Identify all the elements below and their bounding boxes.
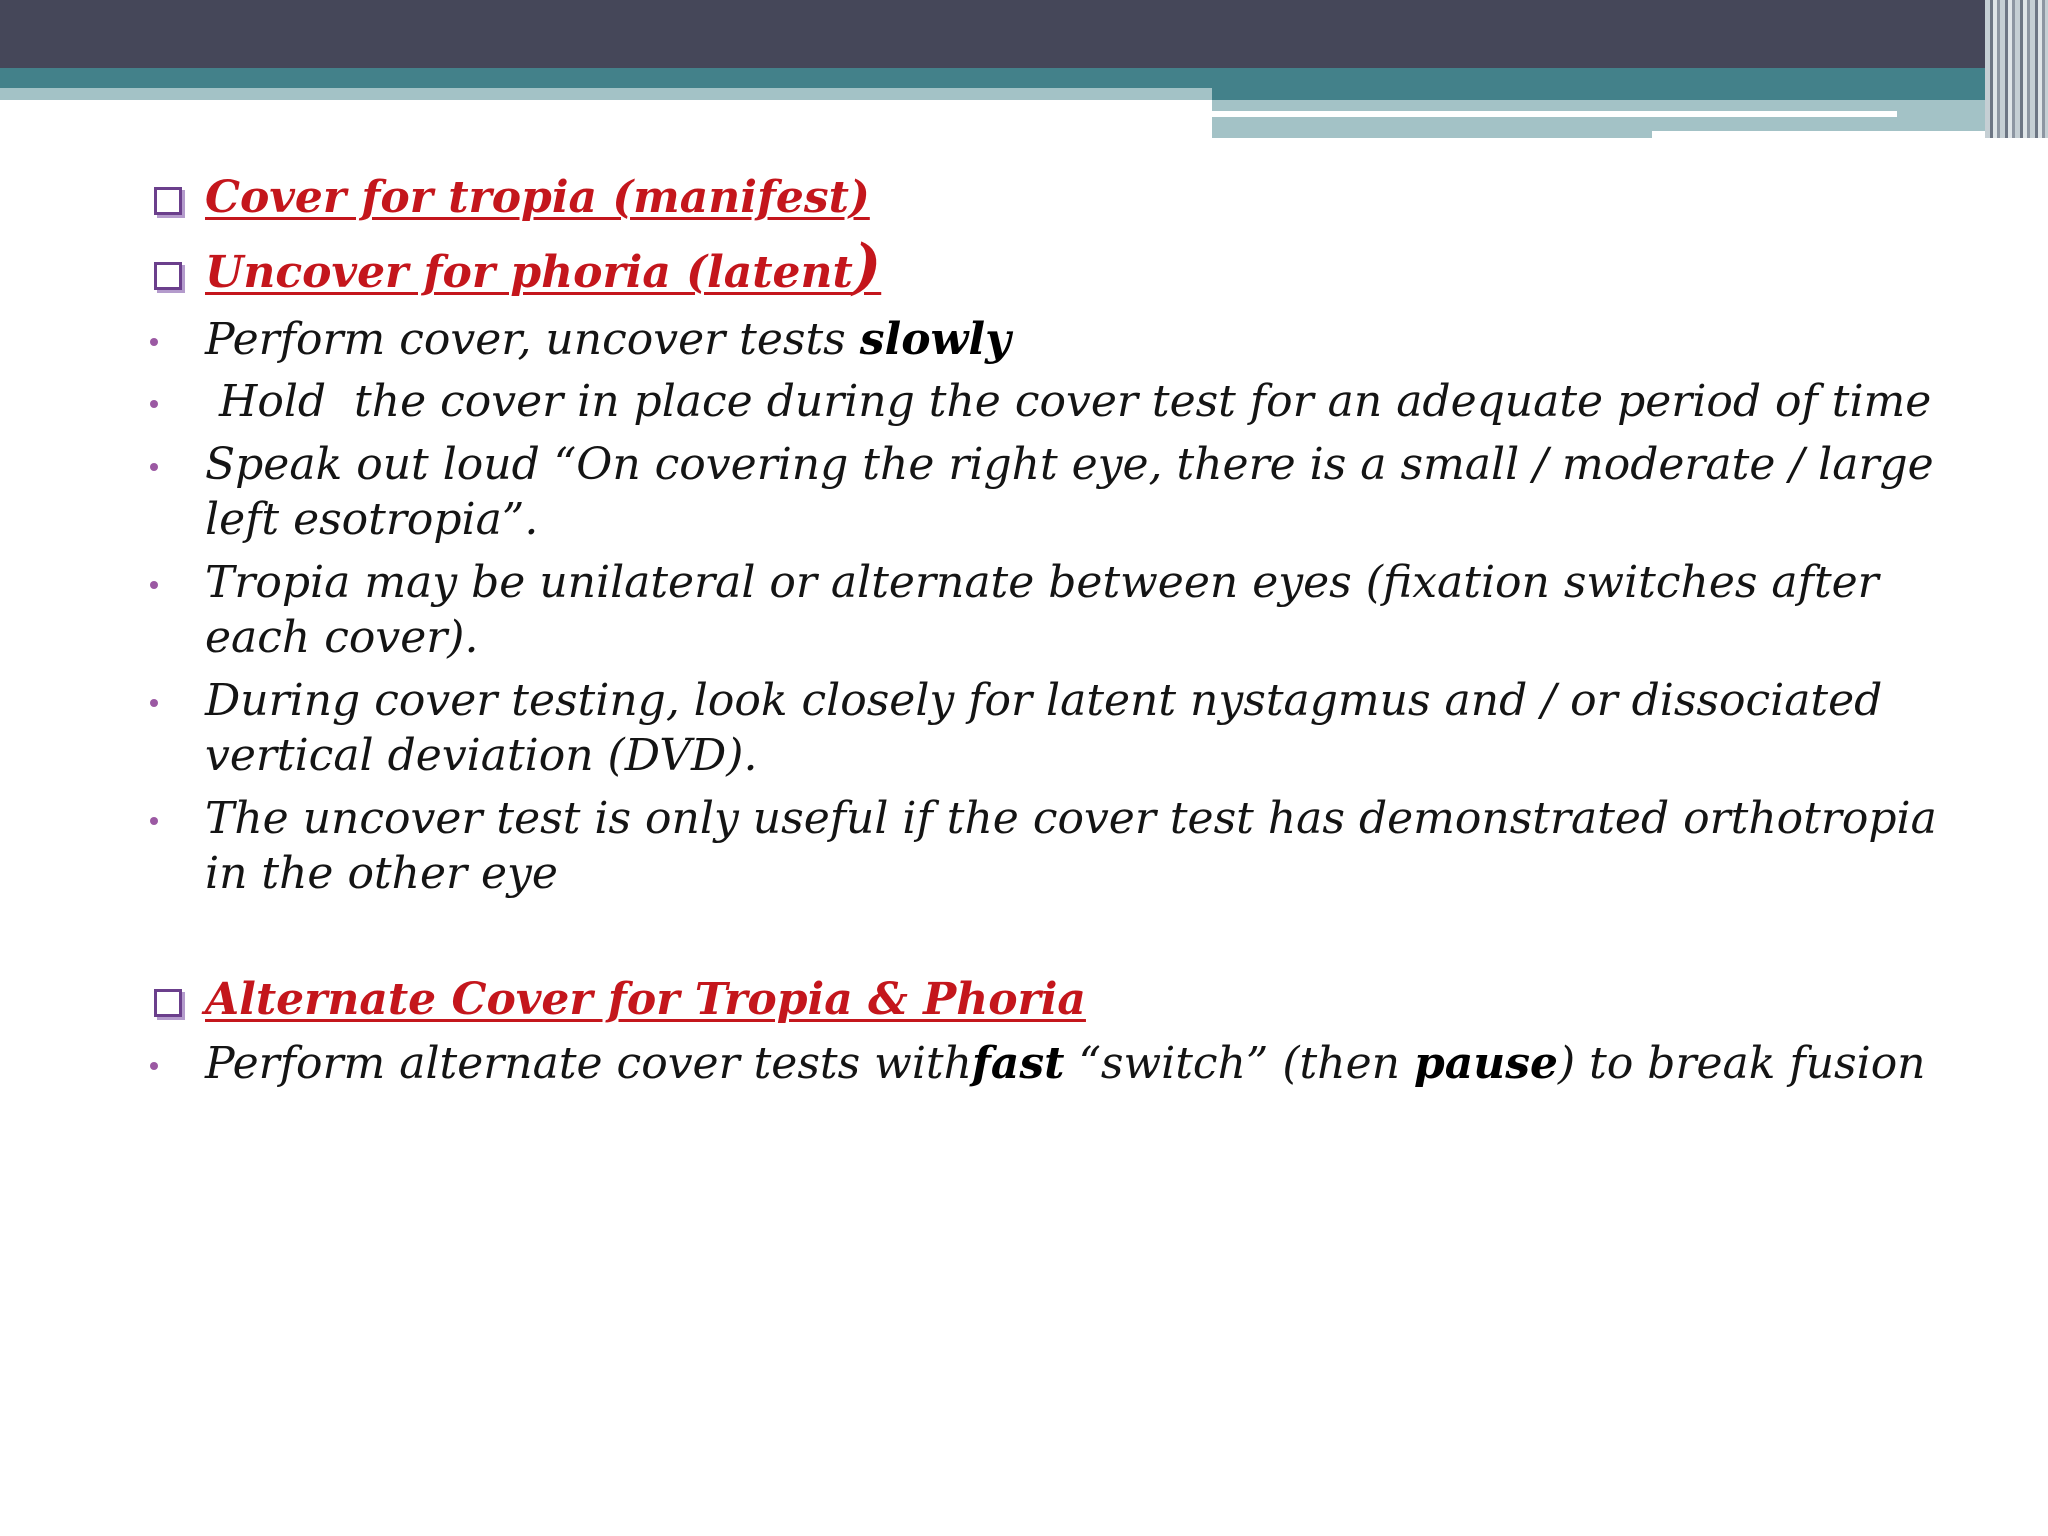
bullet-speak-out bbox=[148, 437, 1938, 547]
bullet-bold-pause: pause bbox=[1413, 1038, 1558, 1089]
bullet-text: Tropia may be unilateral or alternate between eyes (fixation switches after each cover). bbox=[205, 557, 1879, 663]
bullet-text: The uncover test is only useful if the cover test has demonstrated orthotropia in the other eye bbox=[205, 793, 1937, 899]
bullet-hold-cover bbox=[148, 374, 1938, 429]
bullet-alternate-fast bbox=[148, 1036, 1938, 1091]
bullet-text: During cover testing, look closely for latent nystagmus and / or dissociated vertical deviation (DVD). bbox=[205, 675, 1883, 781]
heading-alternate-cover bbox=[148, 972, 1938, 1027]
bullet-bold-fast: fast bbox=[971, 1038, 1065, 1089]
bullet-text-end: ) to break fusion bbox=[1557, 1038, 1926, 1089]
bullet-text-mid: “switch” (then bbox=[1064, 1038, 1414, 1089]
bullet-perform-slowly bbox=[148, 312, 1938, 367]
bullet-text: Hold the cover in place during the cover test for an adequate period of time bbox=[205, 376, 1932, 427]
bullet-uncover-useful bbox=[148, 791, 1938, 901]
bullet-text: Perform alternate cover tests with bbox=[205, 1038, 972, 1089]
heading-uncover-phoria bbox=[148, 232, 1938, 302]
heading-text: Uncover for phoria (latent bbox=[205, 247, 853, 298]
heading-text: Alternate Cover for Tropia & Phoria bbox=[205, 974, 1086, 1025]
bullet-bold: slowly bbox=[859, 314, 1011, 365]
bullet-tropia-unilateral bbox=[148, 555, 1938, 665]
heading-text: Cover for tropia (manifest) bbox=[205, 172, 870, 223]
heading-cover-tropia bbox=[148, 170, 1938, 225]
heading-paren: ) bbox=[852, 232, 882, 302]
bullet-text: Speak out loud “On covering the right eye, there is a small / moderate / large left esotropia”. bbox=[205, 439, 1934, 545]
bullet-text: Perform cover, uncover tests bbox=[205, 314, 860, 365]
bullet-latent-nystagmus bbox=[148, 673, 1938, 783]
